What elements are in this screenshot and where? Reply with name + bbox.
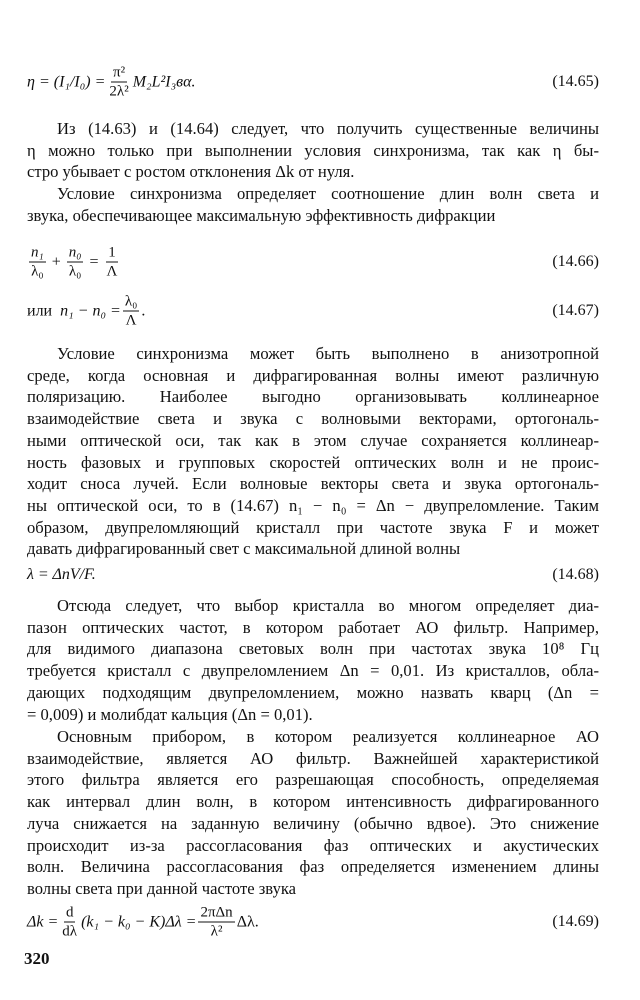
text-line: среде, когда основная и дифрагированная волны имеют различную	[27, 365, 599, 385]
fraction-numerator: n₀	[68, 244, 82, 261]
text-line: стро убывает с ростом отклонения Δk от нуля.	[27, 162, 355, 182]
fraction	[67, 244, 84, 281]
text-line: требуется кристалл с двупреломлением Δn = 0,01. Из кристаллов, обла-	[27, 661, 599, 681]
fraction-numerator: n₁	[31, 244, 44, 261]
fraction-numerator: d	[65, 904, 74, 921]
text-line: луча снижается на заданную величину (обычно вдвое). Это снижение	[27, 813, 599, 833]
fraction-numerator: 2πΔn	[200, 904, 233, 921]
fraction	[29, 244, 46, 281]
fraction-numerator: 1	[108, 244, 116, 261]
fraction-denominator: dλ	[62, 923, 78, 940]
fraction-denominator: λ₀	[68, 263, 82, 280]
fraction	[60, 904, 79, 941]
fraction	[107, 64, 130, 101]
text-line: = 0,009) и молибдат кальция (Δn = 0,01).	[27, 704, 313, 724]
fraction-numerator: π²	[113, 64, 126, 81]
text-line: Из (14.63) и (14.64) следует, что получить существенные величины	[57, 119, 599, 138]
equation-lhs: η = (I₁/I₀) =	[27, 73, 106, 90]
fraction	[198, 904, 234, 941]
text-line: ны оптической оси, то в (14.67) n₁ − n₀ = Δn − двупреломление. Таким	[27, 495, 599, 515]
equation-tail: Δλ.	[236, 913, 259, 930]
text-line: Отсюда следует, что выбор кристалла во многом определяет диа-	[57, 596, 599, 615]
text-line: для видимого диапазона световых волн при частотах звука 10⁸ Гц	[27, 639, 599, 659]
text-line: ность фазовых и групповых скоростей оптических волн и не проис-	[27, 452, 599, 472]
equation-lhs: n₁ − n₀ =	[60, 302, 121, 319]
paragraph-2	[27, 183, 599, 226]
equation-prefix: или	[27, 302, 53, 319]
fraction-denominator: Λ	[106, 263, 118, 280]
page-number: 320	[24, 949, 50, 968]
text-line: ходит сноса лучей. Если волновые векторы света и звука ортогональ-	[27, 474, 599, 494]
equation-14-65	[27, 62, 599, 102]
equation-number: (14.68)	[552, 566, 599, 583]
text-line: звука, обеспечивающее максимальную эффективность дифракции	[27, 205, 496, 225]
text-line: волны света при данной частоте звука	[27, 878, 297, 898]
text-line: ными оптической оси, так как в этом случае сохраняется коллинеар-	[27, 430, 599, 450]
text-line: давать дифрагированный свет с максимальной длиной волны	[27, 539, 461, 559]
paragraph-3	[27, 343, 599, 560]
text-line: взаимодействие, является АО фильтр. Важнейшей характеристикой	[27, 748, 599, 768]
fraction-denominator: λ₀	[31, 263, 44, 280]
text-line: происходит из-за рассогласования фаз оптических и акустических	[27, 835, 599, 855]
text-line: как интервал длин волн, в котором интенсивность дифрагированного	[27, 792, 599, 812]
text-line: пазон оптических частот, в котором работает АО фильтр. Например,	[27, 617, 599, 637]
equation-number: (14.69)	[552, 913, 599, 930]
fraction-numerator: λ₀	[124, 293, 138, 310]
paragraph-4	[27, 595, 599, 725]
fraction-denominator: Λ	[125, 312, 137, 329]
text-line: η можно только при выполнении условия синхронизма, так как η бы-	[27, 140, 599, 160]
text-line: Основным прибором, в котором реализуется коллинеарное АО	[57, 727, 599, 746]
text-line: Условие синхронизма может быть выполнено в анизотропной	[57, 344, 599, 363]
fraction	[105, 244, 120, 281]
fraction-denominator: λ²	[210, 923, 223, 940]
fraction	[123, 293, 140, 330]
equation-lhs: Δk =	[27, 913, 59, 930]
text-line: взаимодействие света и звука с волновыми векторами, ортогональ-	[27, 409, 599, 429]
text-line: Условие синхронизма определяет соотношение длин волн света и	[57, 184, 599, 203]
equation-rhs: M₂L²I₃вα.	[132, 73, 196, 90]
paragraph-1	[27, 118, 599, 183]
text-line: поляризацию. Наиболее выгодно организовывать коллинеарное	[27, 387, 599, 407]
fraction-denominator: 2λ²	[109, 83, 129, 100]
equation-14-68	[27, 563, 599, 587]
equation-number: (14.65)	[552, 73, 599, 90]
equation-14-69	[27, 900, 599, 944]
equation-number: (14.67)	[552, 302, 599, 319]
text-line: волн. Величина рассогласования фаз определяется изменением длины	[27, 857, 599, 877]
text-line: этого фильтра является его разрешающая способность, определяемая	[27, 770, 599, 790]
text-line: дающих подходящим двупреломлением, можно назвать кварц (Δn =	[27, 682, 599, 702]
equation-formula: λ = ΔnV/F.	[27, 566, 96, 583]
equation-middle: (k₁ − k₀ − K)Δλ =	[81, 913, 197, 930]
equation-14-67: или n₁ − n₀ = $\frac{\text{λ₀}}{\Lambda}$ . (14.67)	[27, 293, 599, 329]
paragraph-5	[27, 726, 599, 900]
text-line: образом, двупреломляющий кристалл при частоте звука F и может	[27, 517, 599, 537]
equation-number: (14.66)	[552, 253, 599, 270]
equation-14-66: $\frac{\text{n₁}}{\text{λ₀}}$ + $\frac{\text{n₀}}{\text{λ₀}}$ = $\frac{1}{\Lambda}$ (14.66)	[31, 244, 599, 280]
